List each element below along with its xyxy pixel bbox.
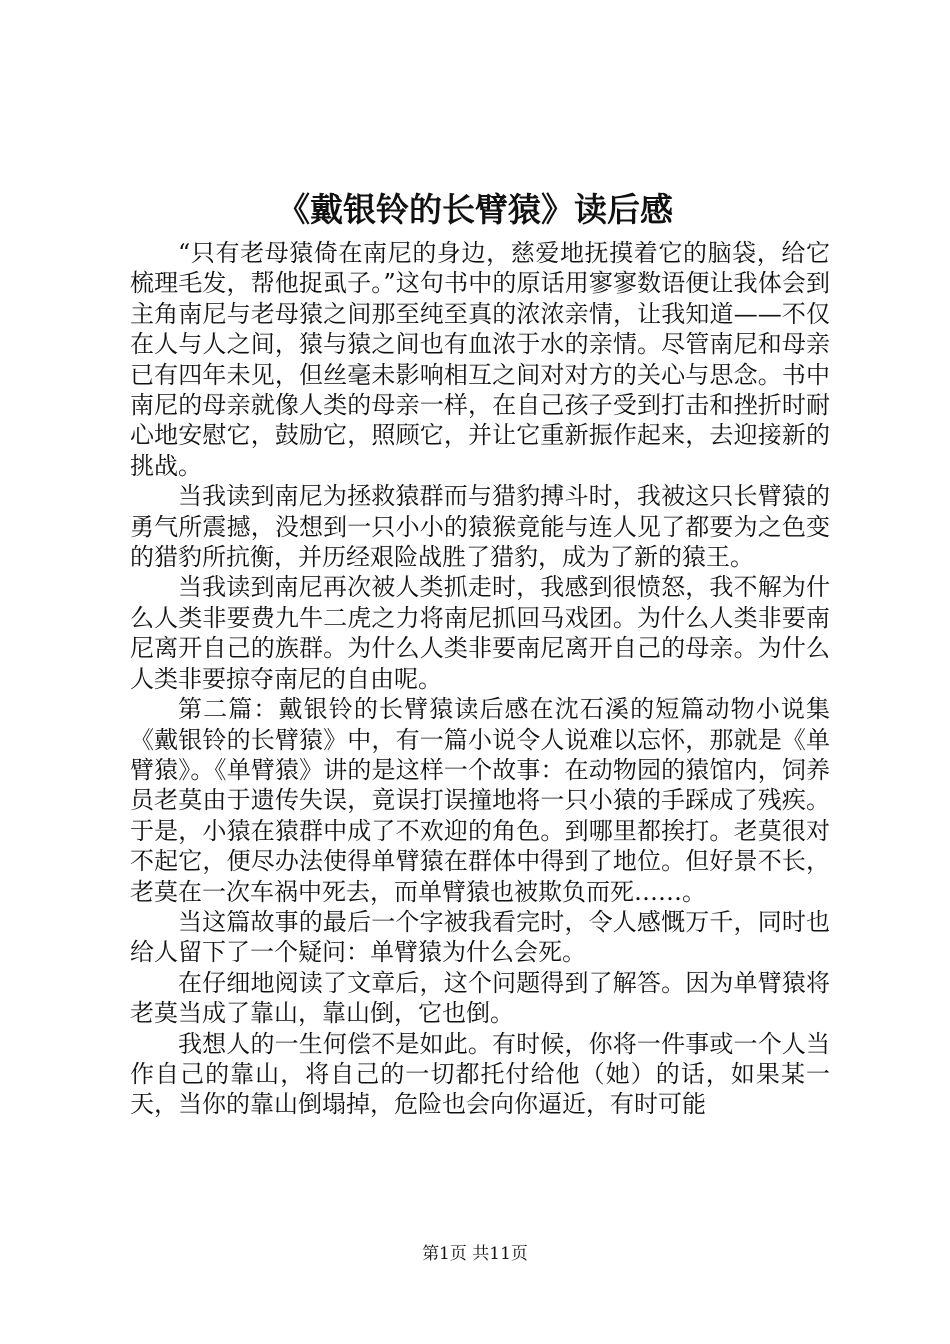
- document-body: [130, 238, 830, 1120]
- paragraph: 我想人的一生何偿不是如此。有时候，你将一件事或一个人当作自己的靠山，将自己的一切都托付给他（她）的话，如果某一天，当你的靠山倒塌掉，危险也会向你逼近，有时可能: [130, 1029, 830, 1119]
- page-number-footer: 第1页 共11页: [422, 1244, 528, 1264]
- paragraph: 在仔细地阅读了文章后，这个问题得到了解答。因为单臂猿将老莫当成了靠山，靠山倒，它也倒。: [130, 968, 830, 1028]
- paragraph: 当我读到南尼再次被人类抓走时，我感到很愤怒，我不解为什么人类非要费九牛二虎之力将南尼抓回马戏团。为什么人类非要南尼离开自己的族群。为什么人类非要南尼离开自己的母亲。为什么人类非要掠夺南尼的自由呢。: [130, 573, 830, 693]
- paragraph: 当这篇故事的最后一个字被我看完时，令人感慨万千，同时也给人留下了一个疑问：单臂猿为什么会死。: [130, 907, 830, 967]
- paragraph: 第二篇：戴银铃的长臂猿读后感在沈石溪的短篇动物小说集《戴银铃的长臂猿》中，有一篇小说令人说难以忘怀，那就是《单臂猿》。《单臂猿》讲的是这样一个故事：在动物园的猿馆内，饲养员老莫由于遗传失误，竟误打误撞地将一只小猿的手踩成了残疾。于是，小猿在猿群中成了不欢迎的角色。到哪里都挨打。老莫很对不起它，便尽办法使得单臂猿在群体中得到了地位。但好景不长，老莫在一次车祸中死去，而单臂猿也被欺负而死……。: [130, 695, 830, 906]
- document-title: 《戴银铃的长臂猿》读后感: [277, 190, 673, 229]
- paragraph: 当我读到南尼为拯救猿群而与猎豹搏斗时，我被这只长臂猿的勇气所震撼，没想到一只小小的猿猴竟能与连人见了都要为之色变的猎豹所抗衡，并历经艰险战胜了猎豹，成为了新的猿王。: [130, 482, 830, 572]
- paragraph: “只有老母猿倚在南尼的身边，慈爱地抚摸着它的脑袋，给它梳理毛发，帮他捉虱子。”这句书中的原话用寥寥数语便让我体会到主角南尼与老母猿之间那至纯至真的浓浓亲情，让我知道——不仅在人与人之间，猿与猿之间也有血浓于水的亲情。尽管南尼和母亲已有四年未见，但丝毫未影响相互之间对对方的关心与思念。书中南尼的母亲就像人类的母亲一样，在自己孩子受到打击和挫折时耐心地安慰它，鼓励它，照顾它，并让它重新振作起来，去迎接新的挑战。: [130, 239, 830, 480]
